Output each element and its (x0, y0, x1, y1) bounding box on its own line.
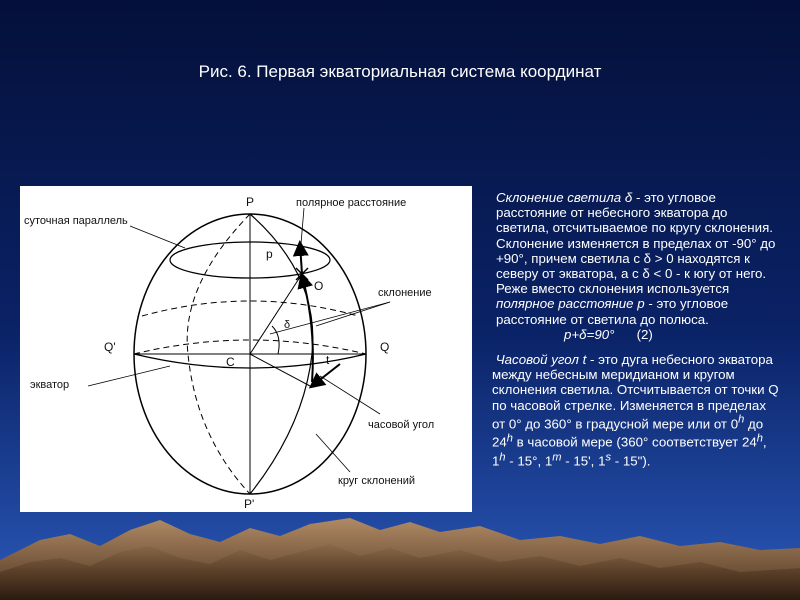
polar-distance-term: полярное расстояние p (496, 296, 645, 312)
declination-term: Склонение светила δ (496, 190, 633, 205)
formula-line (492, 327, 782, 342)
formula-number: (2) (636, 326, 653, 342)
celestial-sphere-figure (20, 186, 472, 512)
leader-equator (88, 366, 170, 386)
leader-decl-circle (316, 434, 350, 472)
declination-paragraph: Склонение светила δ - это угловое расстояние от небесного экватора до светила, отсчитываемое по кругу склонения. Склонение изменяется в пределах от -90° до +90°, причем светила с δ > 0 находятся к северу от экватора, а с δ < 0 - к югу от него. Реже вместо склонения используется полярное расстояние p - это угловое расстояние от светила до полюса. (496, 190, 776, 327)
label-C: C (226, 355, 235, 369)
leader-declination-a (316, 302, 390, 326)
sphere-diagram (20, 186, 472, 512)
formula: p+δ=90° (564, 326, 615, 342)
label-polar-distance: полярное расстояние (296, 197, 407, 209)
slide-title: Рис. 6. Первая экваториальная система координат (198, 62, 602, 81)
label-diurnal-parallel: суточная параллель (24, 215, 128, 227)
label-p: p (266, 247, 273, 261)
label-hour-angle: часовой угол (368, 419, 435, 431)
leader-diurnal (130, 226, 185, 248)
hour-angle-term: Часовой угол t (495, 352, 587, 368)
label-declination-circle: круг склонений (338, 475, 416, 487)
label-O: O (314, 279, 324, 293)
leader-hour-angle (320, 376, 380, 414)
label-delta: δ (284, 319, 291, 331)
center-to-hour-point (250, 354, 310, 386)
mountain-range-decoration (0, 500, 800, 600)
hour-angle-arrow (312, 364, 340, 386)
label-equator: экватор (30, 379, 70, 391)
label-P: P (246, 195, 255, 209)
label-Q: Q (380, 340, 390, 354)
label-declination: склонение (378, 287, 432, 299)
hour-angle-paragraph: Часовой угол t - это дуга небесного экватора между небесным меридианом и кругом склонения светила. Отсчитывается от точки Q по часовой стрелке. Изменяется в пределах от 0° до 360° в градусной мере или от 0$^h$ до 24$^h$ в часовой мере (360° соответствует 24$^h$, 1$^h$ - 15°, 1$^m$ - 15', 1$^s$ - 15"). (492, 352, 779, 469)
leader-polar (300, 208, 304, 256)
label-Q-prime: Q' (104, 340, 116, 354)
label-t: t (326, 353, 330, 367)
explanation-text (492, 190, 782, 469)
declination-arrow (302, 276, 313, 382)
label-P-prime: P' (244, 497, 255, 511)
delta-arc (272, 326, 279, 354)
